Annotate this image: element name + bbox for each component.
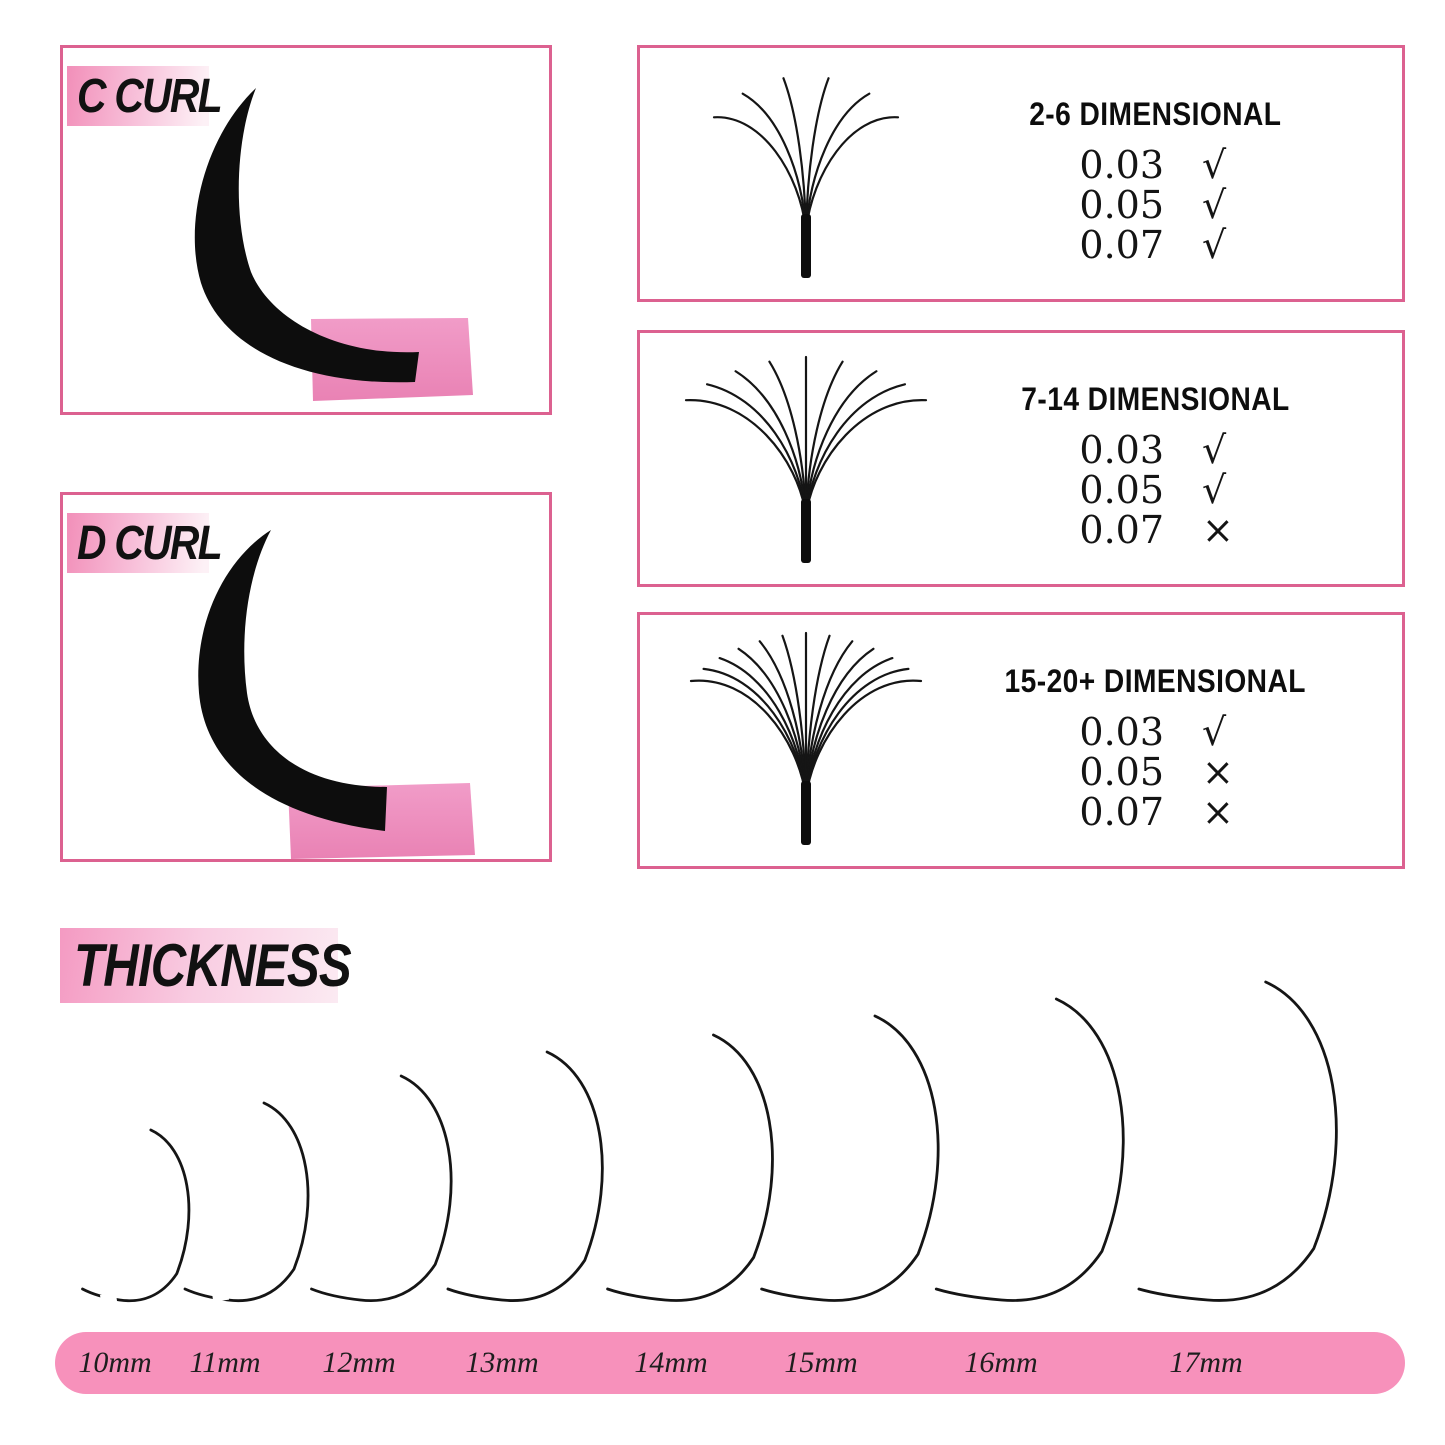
thickness-value: 0.07 [1079,790,1164,834]
check-mark: √ [1202,183,1227,227]
c-curl-label [67,66,221,126]
dimensional-card-7-14 [637,330,1405,587]
lash-stroke [83,1130,189,1301]
lash-stroke [762,1016,939,1300]
thickness-row [1064,225,1246,265]
dimensional-info [1000,333,1310,584]
thickness-row [1064,470,1246,510]
thickness-value: 0.03 [1079,143,1164,187]
cross-mark: × [1202,508,1234,552]
d-curl-label [67,513,221,573]
length-label: 14mm [634,1346,708,1379]
check-mark: √ [1202,223,1227,267]
check-mark: √ [1202,428,1227,472]
lash-stroke [806,371,876,515]
thickness-row [1064,430,1246,470]
lash-stroke [806,400,926,515]
check-mark: √ [1202,710,1227,754]
thickness-row [1064,145,1246,185]
lash-stroke [806,117,898,230]
thickness-row [1064,185,1246,225]
d-curl-lash [198,530,387,831]
thickness-row [1064,792,1246,832]
dimensional-card-15-20 [637,612,1405,869]
dimensional-info [1000,615,1310,866]
length-label: 11mm [189,1346,261,1379]
length-label: 10mm [78,1346,152,1379]
fan-stem [801,781,811,845]
length-label: 16mm [964,1346,1038,1379]
thickness-row [1064,752,1246,792]
lash-stroke [736,371,806,515]
dimensional-info [1000,48,1310,299]
lash-stroke [806,94,869,230]
lash-stroke [743,94,806,230]
length-curves-image [0,960,1445,1325]
thickness-value: 0.03 [1079,710,1164,754]
dimensional-title: 15-20+ DIMENSIONAL [1004,663,1306,699]
lash-stroke [608,1035,773,1301]
thickness-row [1064,712,1246,752]
lash-stroke [1139,982,1336,1300]
lash-stroke [936,999,1123,1300]
dimensional-card-2-6 [637,45,1405,302]
thickness-value: 0.03 [1079,428,1164,472]
check-mark: √ [1202,468,1227,512]
lash-stroke [311,1076,451,1301]
fan-stem [801,214,811,278]
cross-mark: × [1202,750,1234,794]
thickness-value: 0.05 [1079,183,1164,227]
dimensional-title: 2-6 DIMENSIONAL [1028,96,1282,132]
length-bar [55,1332,1405,1394]
length-label: 15mm [784,1346,858,1379]
check-mark: √ [1202,143,1227,187]
d-curl-card [60,492,552,862]
length-label: 12mm [322,1346,396,1379]
thickness-title-text: THICKNESS [74,932,351,999]
thickness-value: 0.07 [1079,223,1164,267]
length-label: 13mm [465,1346,539,1379]
lash-stroke [714,117,806,230]
lash-stroke [448,1052,602,1301]
lash-stroke [686,400,806,515]
thickness-value: 0.07 [1079,508,1164,552]
thickness-value: 0.05 [1079,750,1164,794]
fan-stem [801,499,811,563]
length-label: 17mm [1169,1346,1243,1379]
d-curl-label-text: D CURL [77,516,221,570]
thickness-row [1064,510,1246,550]
dimensional-title: 7-14 DIMENSIONAL [1020,381,1290,417]
strip-marker [100,1293,117,1304]
thickness-value: 0.05 [1079,468,1164,512]
cross-mark: × [1202,790,1234,834]
c-curl-card [60,45,552,415]
lash-stroke [185,1103,308,1301]
c-curl-label-text: C CURL [77,69,221,123]
